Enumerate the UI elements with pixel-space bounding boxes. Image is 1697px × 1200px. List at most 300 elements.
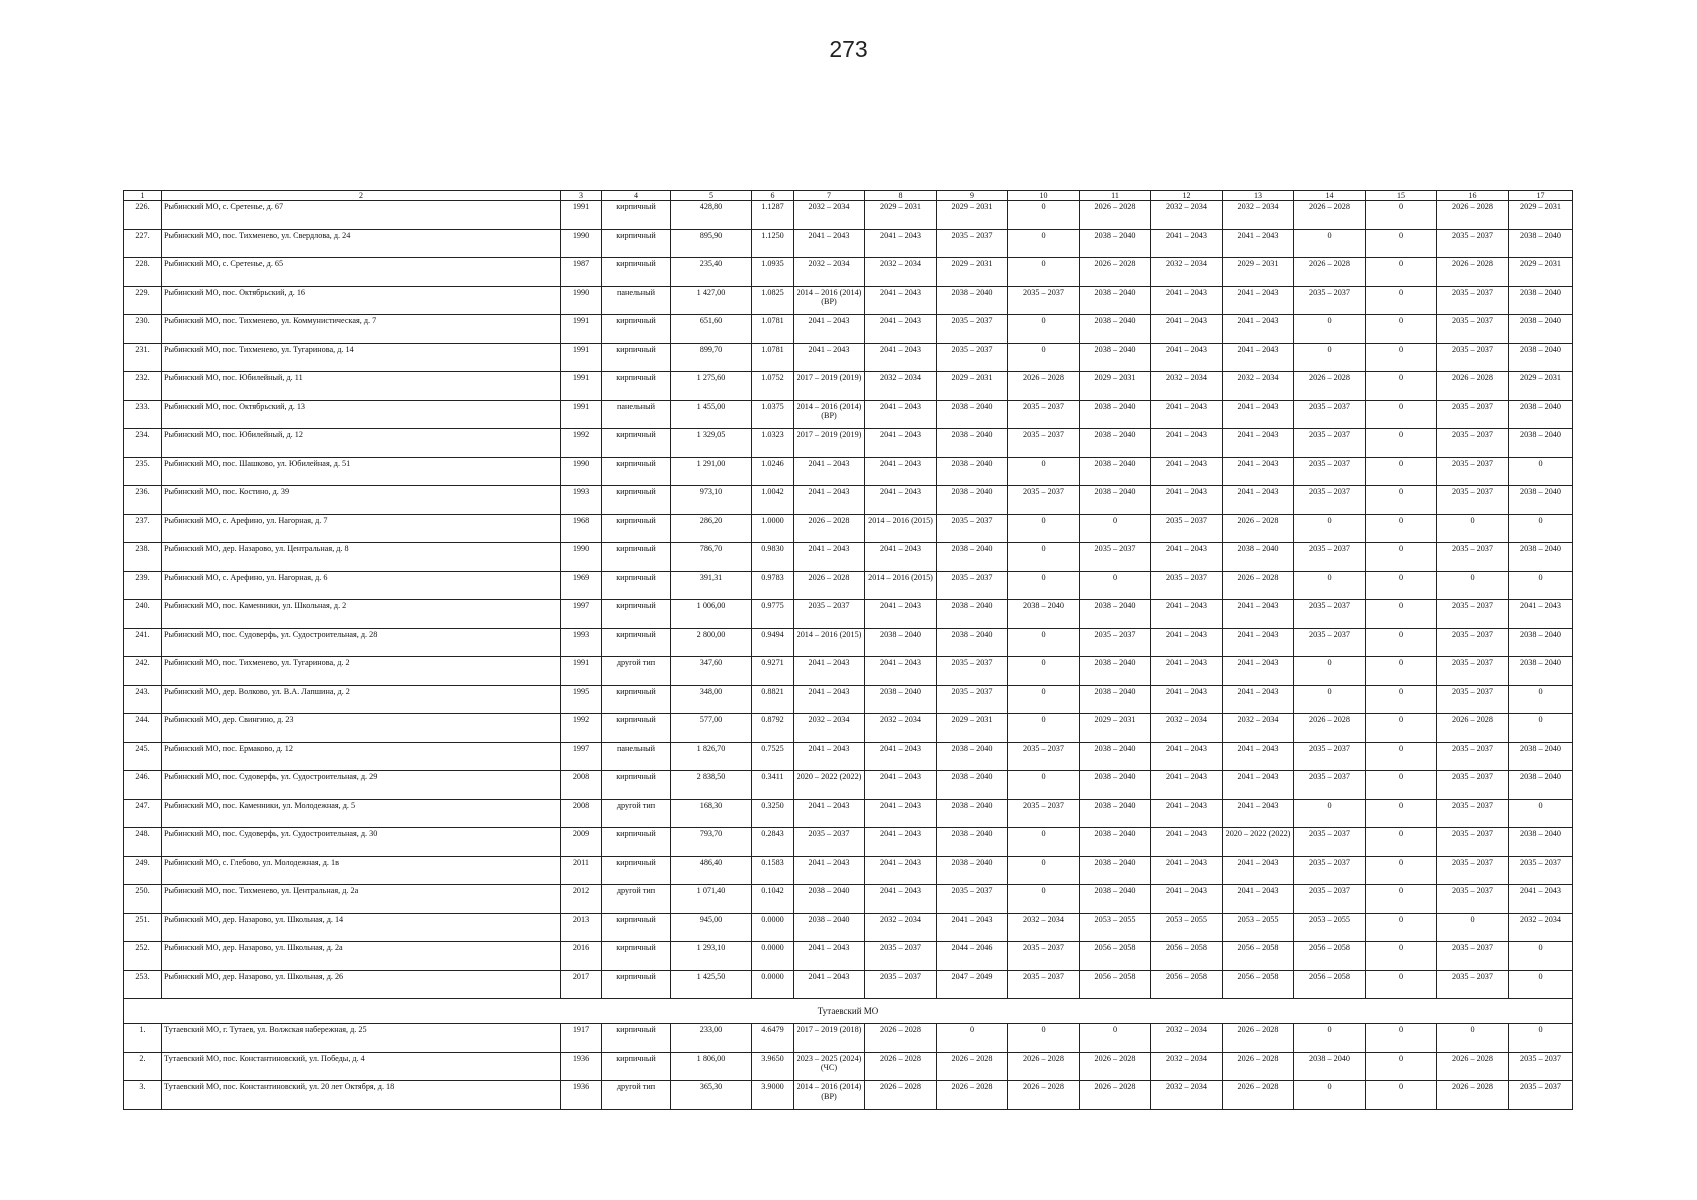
table-cell: 2035 – 2037	[1294, 400, 1366, 429]
table-cell: 0	[1366, 1024, 1437, 1053]
table-cell: 2041 – 2043	[1151, 799, 1223, 828]
address-cell: Рыбинский МО, дер. Назарово, ул. Школьная, д. 2а	[162, 942, 561, 971]
table-cell: 2038 – 2040	[937, 742, 1008, 771]
table-cell: 2041 – 2043	[1151, 856, 1223, 885]
address-cell: Рыбинский МО, пос. Тихменево, ул. Центральная, д. 2а	[162, 885, 561, 914]
table-cell: 0	[1294, 315, 1366, 344]
table-cell: 2041 – 2043	[865, 856, 937, 885]
table-cell: 1.0781	[752, 343, 794, 372]
table-cell: 2026 – 2028	[1223, 514, 1294, 543]
table-cell: 1 427,00	[671, 286, 752, 315]
row-number-cell: 241.	[124, 628, 162, 657]
table-row	[124, 1024, 1573, 1053]
table-cell: 2041 – 2043	[865, 315, 937, 344]
address-cell: Рыбинский МО, пос. Судоверфь, ул. Судостроительная, д. 30	[162, 828, 561, 857]
table-cell: 2026 – 2028	[1080, 1052, 1151, 1081]
table-cell: 0	[1366, 315, 1437, 344]
table-cell: 0	[1008, 343, 1080, 372]
table-cell: кирпичный	[602, 372, 671, 401]
table-cell: 2041 – 2043	[794, 970, 865, 999]
table-row	[124, 201, 1573, 230]
table-cell: 2041 – 2043	[1151, 685, 1223, 714]
table-cell: 2044 – 2046	[937, 942, 1008, 971]
table-cell: 2038 – 2040	[1080, 486, 1151, 515]
table-row	[124, 457, 1573, 486]
table-cell: 0	[1366, 343, 1437, 372]
table-cell: 1997	[561, 742, 602, 771]
table-cell: 391,31	[671, 571, 752, 600]
table-cell: 2035 – 2037	[1294, 286, 1366, 315]
table-cell: 1993	[561, 486, 602, 515]
table-cell: 0	[1008, 856, 1080, 885]
table-cell: 2056 – 2058	[1151, 970, 1223, 999]
table-cell: 2026 – 2028	[794, 571, 865, 600]
table-cell: 2041 – 2043	[794, 942, 865, 971]
table-cell: 2017 – 2019 (2018)	[794, 1024, 865, 1053]
column-number: 1	[124, 191, 162, 201]
table-cell: 2035 – 2037	[1509, 1052, 1573, 1081]
table-cell: 2041 – 2043	[865, 600, 937, 629]
table-cell: 1991	[561, 315, 602, 344]
table-cell: 2038 – 2040	[1080, 799, 1151, 828]
address-cell: Рыбинский МО, с. Глебово, ул. Молодежная, д. 1в	[162, 856, 561, 885]
table-cell: 0.9494	[752, 628, 794, 657]
table-cell: 0	[1008, 201, 1080, 230]
table-cell: 2041 – 2043	[1151, 885, 1223, 914]
table-cell: 2035 – 2037	[1080, 628, 1151, 657]
table-cell: 2032 – 2034	[794, 201, 865, 230]
table-cell: 2056 – 2058	[1223, 970, 1294, 999]
table-cell: 2035 – 2037	[937, 315, 1008, 344]
table-cell: 1991	[561, 372, 602, 401]
table-cell: 2035 – 2037	[1509, 856, 1573, 885]
table-cell: 2029 – 2031	[1509, 372, 1573, 401]
table-cell: 0	[1294, 343, 1366, 372]
table-cell: 2041 – 2043	[1151, 343, 1223, 372]
table-cell: 2041 – 2043	[1223, 657, 1294, 686]
table-cell: 2038 – 2040	[1509, 229, 1573, 258]
table-cell: панельный	[602, 742, 671, 771]
table-cell: кирпичный	[602, 685, 671, 714]
table-cell: 1 455,00	[671, 400, 752, 429]
table-cell: 0	[1366, 885, 1437, 914]
address-cell: Рыбинский МО, дер. Назарово, ул. Центральная, д. 8	[162, 543, 561, 572]
table-cell: 2035 – 2037	[1437, 600, 1509, 629]
table-cell: 651,60	[671, 315, 752, 344]
table-cell: 2026 – 2028	[1294, 372, 1366, 401]
table-cell: 365,30	[671, 1081, 752, 1110]
table-cell: 2041 – 2043	[865, 343, 937, 372]
row-number-cell: 230.	[124, 315, 162, 344]
table-cell: 0	[1366, 970, 1437, 999]
table-cell: 1993	[561, 628, 602, 657]
table-cell: кирпичный	[602, 343, 671, 372]
table-cell: 2020 – 2022 (2022)	[794, 771, 865, 800]
table-cell: кирпичный	[602, 856, 671, 885]
table-row	[124, 429, 1573, 458]
table-cell: 2053 – 2055	[1151, 913, 1223, 942]
table-cell: 3.9000	[752, 1081, 794, 1110]
table-cell: 2038 – 2040	[1509, 628, 1573, 657]
table-cell: 2026 – 2028	[1437, 714, 1509, 743]
table-cell: 2041 – 2043	[1223, 600, 1294, 629]
table-cell: кирпичный	[602, 486, 671, 515]
table-cell: 1987	[561, 258, 602, 287]
table-cell: 2041 – 2043	[865, 657, 937, 686]
table-cell: 0	[1008, 828, 1080, 857]
table-cell: 2041 – 2043	[1223, 315, 1294, 344]
table-cell: 0.9271	[752, 657, 794, 686]
table-cell: 2038 – 2040	[1509, 429, 1573, 458]
table-cell: 0	[1366, 685, 1437, 714]
address-cell: Рыбинский МО, пос. Шашково, ул. Юбилейная, д. 51	[162, 457, 561, 486]
row-number-cell: 242.	[124, 657, 162, 686]
table-cell: 1995	[561, 685, 602, 714]
table-cell: 0	[1008, 315, 1080, 344]
table-cell: 1936	[561, 1052, 602, 1081]
table-cell: 1 329,05	[671, 429, 752, 458]
column-number-row	[124, 191, 1573, 201]
table-cell: 2035 – 2037	[937, 343, 1008, 372]
table-cell: 1936	[561, 1081, 602, 1110]
table-cell: 486,40	[671, 856, 752, 885]
address-cell: Рыбинский МО, дер. Свингино, д. 23	[162, 714, 561, 743]
table-cell: 2041 – 2043	[937, 913, 1008, 942]
table-cell: 2026 – 2028	[1437, 1081, 1509, 1110]
table-cell: 168,30	[671, 799, 752, 828]
table-cell: 0.9783	[752, 571, 794, 600]
table-cell: 2026 – 2028	[1008, 1052, 1080, 1081]
table-cell: 0	[1366, 628, 1437, 657]
table-cell: 2032 – 2034	[865, 714, 937, 743]
table-cell: 2032 – 2034	[1151, 372, 1223, 401]
table-cell: 2038 – 2040	[1509, 286, 1573, 315]
table-cell: 0	[1509, 1024, 1573, 1053]
housing-register-table	[123, 190, 1573, 1110]
table-cell: 2035 – 2037	[1008, 942, 1080, 971]
table-cell: 1991	[561, 343, 602, 372]
table-cell: 2035 – 2037	[1437, 799, 1509, 828]
table-cell: 2035 – 2037	[1294, 771, 1366, 800]
table-row	[124, 913, 1573, 942]
table-cell: 2041 – 2043	[794, 315, 865, 344]
row-number-cell: 234.	[124, 429, 162, 458]
table-cell: кирпичный	[602, 229, 671, 258]
table-cell: 2026 – 2028	[865, 1052, 937, 1081]
table-cell: 2035 – 2037	[865, 970, 937, 999]
table-row	[124, 229, 1573, 258]
table-cell: 2041 – 2043	[1151, 315, 1223, 344]
table-cell: 0	[1509, 714, 1573, 743]
table-cell: кирпичный	[602, 315, 671, 344]
table-cell: 2038 – 2040	[1509, 742, 1573, 771]
table-cell: 2014 – 2016 (2015)	[794, 628, 865, 657]
table-row	[124, 372, 1573, 401]
table-cell: кирпичный	[602, 429, 671, 458]
table-cell: кирпичный	[602, 1024, 671, 1053]
table-row	[124, 286, 1573, 315]
table-cell: 2029 – 2031	[865, 201, 937, 230]
table-cell: 2029 – 2031	[1080, 714, 1151, 743]
row-number-cell: 247.	[124, 799, 162, 828]
table-cell: 2020 – 2022 (2022)	[1223, 828, 1294, 857]
table-row	[124, 628, 1573, 657]
table-cell: 2035 – 2037	[937, 657, 1008, 686]
table-cell: 2041 – 2043	[794, 343, 865, 372]
table-cell: 2029 – 2031	[1223, 258, 1294, 287]
table-cell: 2032 – 2034	[1151, 714, 1223, 743]
table-cell: 2056 – 2058	[1151, 942, 1223, 971]
table-cell: 2041 – 2043	[794, 457, 865, 486]
table-cell: кирпичный	[602, 201, 671, 230]
table-cell: 2032 – 2034	[1151, 1024, 1223, 1053]
table-cell: 0	[1366, 258, 1437, 287]
table-cell: 2009	[561, 828, 602, 857]
table-cell: 2041 – 2043	[865, 486, 937, 515]
address-cell: Рыбинский МО, пос. Каменники, ул. Молодежная, д. 5	[162, 799, 561, 828]
table-cell: 2041 – 2043	[794, 685, 865, 714]
table-row	[124, 742, 1573, 771]
row-number-cell: 250.	[124, 885, 162, 914]
row-number-cell: 1.	[124, 1024, 162, 1053]
table-cell: 2035 – 2037	[1437, 315, 1509, 344]
address-cell: Тутаевский МО, г. Тутаев, ул. Волжская набережная, д. 25	[162, 1024, 561, 1053]
table-cell: 2041 – 2043	[1223, 742, 1294, 771]
table-cell: 2035 – 2037	[937, 685, 1008, 714]
table-cell: 1 006,00	[671, 600, 752, 629]
table-cell: 2056 – 2058	[1080, 942, 1151, 971]
row-number-cell: 248.	[124, 828, 162, 857]
table-cell: 1991	[561, 657, 602, 686]
table-cell: 1997	[561, 600, 602, 629]
address-cell: Рыбинский МО, пос. Тихменево, ул. Коммунистическая, д. 7	[162, 315, 561, 344]
table-cell: 0.2843	[752, 828, 794, 857]
table-cell: 2047 – 2049	[937, 970, 1008, 999]
column-number: 15	[1366, 191, 1437, 201]
row-number-cell: 251.	[124, 913, 162, 942]
table-cell: 2041 – 2043	[1223, 771, 1294, 800]
table-cell: 0	[1437, 514, 1509, 543]
row-number-cell: 237.	[124, 514, 162, 543]
table-cell: 1.0825	[752, 286, 794, 315]
table-cell: 348,00	[671, 685, 752, 714]
table-cell: 0	[1294, 229, 1366, 258]
table-cell: 2041 – 2043	[794, 543, 865, 572]
table-row	[124, 970, 1573, 999]
table-cell: 1969	[561, 571, 602, 600]
table-cell: 2013	[561, 913, 602, 942]
table-cell: 0	[1509, 685, 1573, 714]
table-cell: 2032 – 2034	[1509, 913, 1573, 942]
table-cell: 2038 – 2040	[937, 628, 1008, 657]
column-number: 17	[1509, 191, 1573, 201]
table-row	[124, 486, 1573, 515]
table-cell: 1 425,50	[671, 970, 752, 999]
table-cell: 2041 – 2043	[1151, 543, 1223, 572]
table-cell: 0	[1509, 970, 1573, 999]
table-cell: 2035 – 2037	[1437, 429, 1509, 458]
table-cell: 2041 – 2043	[1223, 799, 1294, 828]
table-cell: 1 275,60	[671, 372, 752, 401]
table-cell: 2041 – 2043	[794, 486, 865, 515]
table-cell: 2041 – 2043	[1151, 486, 1223, 515]
table-cell: 2038 – 2040	[1080, 229, 1151, 258]
table-cell: 1 826,70	[671, 742, 752, 771]
table-cell: 2041 – 2043	[865, 771, 937, 800]
address-cell: Рыбинский МО, пос. Тихменево, ул. Тугаринова, д. 2	[162, 657, 561, 686]
table-cell: 2035 – 2037	[937, 229, 1008, 258]
table-cell: панельный	[602, 400, 671, 429]
address-cell: Рыбинский МО, дер. Волково, ул. В.А. Лапшина, д. 2	[162, 685, 561, 714]
table-cell: 2035 – 2037	[1008, 970, 1080, 999]
table-cell: 2026 – 2028	[1437, 1052, 1509, 1081]
table-cell: 0	[1008, 258, 1080, 287]
table-cell: кирпичный	[602, 913, 671, 942]
table-cell: 0	[1366, 1052, 1437, 1081]
table-cell: 2035 – 2037	[1437, 742, 1509, 771]
table-cell: 2056 – 2058	[1294, 970, 1366, 999]
table-cell: 0	[1008, 571, 1080, 600]
table-cell: 2032 – 2034	[1223, 201, 1294, 230]
table-row	[124, 885, 1573, 914]
table-cell: 428,80	[671, 201, 752, 230]
table-cell: 1990	[561, 457, 602, 486]
table-cell: 945,00	[671, 913, 752, 942]
table-cell: 2038 – 2040	[794, 885, 865, 914]
table-cell: другой тип	[602, 885, 671, 914]
table-cell: 2038 – 2040	[937, 828, 1008, 857]
table-cell: 2038 – 2040	[1080, 286, 1151, 315]
table-cell: 2038 – 2040	[1080, 343, 1151, 372]
table-cell: 2041 – 2043	[865, 457, 937, 486]
table-cell: 2012	[561, 885, 602, 914]
table-cell: 0.8792	[752, 714, 794, 743]
table-cell: 1992	[561, 714, 602, 743]
table-cell: 2041 – 2043	[865, 229, 937, 258]
table-cell: 2032 – 2034	[865, 372, 937, 401]
table-cell: 2038 – 2040	[1509, 400, 1573, 429]
table-cell: 2035 – 2037	[1294, 742, 1366, 771]
table-row	[124, 400, 1573, 429]
table-cell: панельный	[602, 286, 671, 315]
table-cell: 2014 – 2016 (2014) (ВР)	[794, 286, 865, 315]
table-cell: 2026 – 2028	[1437, 372, 1509, 401]
address-cell: Рыбинский МО, пос. Судоверфь, ул. Судостроительная, д. 29	[162, 771, 561, 800]
table-cell: 899,70	[671, 343, 752, 372]
table-cell: 786,70	[671, 543, 752, 572]
table-cell: 0	[1294, 657, 1366, 686]
table-cell: 973,10	[671, 486, 752, 515]
table-cell: 2 800,00	[671, 628, 752, 657]
table-cell: 2041 – 2043	[865, 828, 937, 857]
table-cell: 2041 – 2043	[1223, 685, 1294, 714]
table-cell: 2041 – 2043	[1151, 742, 1223, 771]
table-cell: 0	[1008, 657, 1080, 686]
table-cell: 2026 – 2028	[1080, 1081, 1151, 1110]
address-cell: Тутаевский МО, пос. Константиновский, ул. Победы, д. 4	[162, 1052, 561, 1081]
table-cell: 2041 – 2043	[865, 286, 937, 315]
table-cell: 2041 – 2043	[1151, 771, 1223, 800]
table-cell: 2038 – 2040	[937, 856, 1008, 885]
column-number: 5	[671, 191, 752, 201]
table-row	[124, 1052, 1573, 1081]
table-cell: 2038 – 2040	[794, 913, 865, 942]
column-number: 11	[1080, 191, 1151, 201]
table-cell: 2035 – 2037	[1437, 885, 1509, 914]
table-cell: 4.6479	[752, 1024, 794, 1053]
table-cell: 2017 – 2019 (2019)	[794, 429, 865, 458]
table-cell: 2038 – 2040	[937, 400, 1008, 429]
address-cell: Рыбинский МО, пос. Тихменево, ул. Свердлова, д. 24	[162, 229, 561, 258]
table-cell: 0	[1509, 571, 1573, 600]
table-cell: 0	[1366, 486, 1437, 515]
table-cell: 2038 – 2040	[937, 543, 1008, 572]
address-cell: Рыбинский МО, дер. Назарово, ул. Школьная, д. 26	[162, 970, 561, 999]
table-cell: 2035 – 2037	[1437, 343, 1509, 372]
column-number: 4	[602, 191, 671, 201]
table-cell: 2041 – 2043	[865, 742, 937, 771]
table-row	[124, 571, 1573, 600]
table-cell: 2032 – 2034	[1151, 1052, 1223, 1081]
table-cell: 2038 – 2040	[1509, 543, 1573, 572]
table-cell: 0.7525	[752, 742, 794, 771]
table-cell: кирпичный	[602, 1052, 671, 1081]
table-cell: 2038 – 2040	[1080, 315, 1151, 344]
table-cell: 2041 – 2043	[1223, 457, 1294, 486]
address-cell: Рыбинский МО, с. Арефино, ул. Нагорная, д. 7	[162, 514, 561, 543]
table-cell: 2035 – 2037	[1437, 400, 1509, 429]
table-cell: 2035 – 2037	[1437, 457, 1509, 486]
table-cell: 2038 – 2040	[1080, 457, 1151, 486]
table-cell: 2041 – 2043	[1223, 486, 1294, 515]
table-cell: 0	[1366, 543, 1437, 572]
row-number-cell: 235.	[124, 457, 162, 486]
table-cell: 0	[1294, 571, 1366, 600]
table-row	[124, 657, 1573, 686]
table-cell: 2038 – 2040	[1080, 685, 1151, 714]
table-cell: другой тип	[602, 799, 671, 828]
table-cell: 0	[1294, 1024, 1366, 1053]
table-cell: 2038 – 2040	[937, 429, 1008, 458]
table-cell: 0	[1509, 457, 1573, 486]
table-cell: 2038 – 2040	[937, 486, 1008, 515]
table-cell: 0	[1008, 1024, 1080, 1053]
column-number: 12	[1151, 191, 1223, 201]
table-cell: 2032 – 2034	[1008, 913, 1080, 942]
table-cell: 2016	[561, 942, 602, 971]
row-number-cell: 240.	[124, 600, 162, 629]
table-cell: 0	[1366, 742, 1437, 771]
table-cell: 2029 – 2031	[937, 258, 1008, 287]
address-cell: Рыбинский МО, пос. Тихменево, ул. Тугаринова, д. 14	[162, 343, 561, 372]
table-cell: 2032 – 2034	[794, 714, 865, 743]
table-cell: 2035 – 2037	[1008, 400, 1080, 429]
table-cell: кирпичный	[602, 714, 671, 743]
table-cell: 2041 – 2043	[1151, 600, 1223, 629]
column-number: 3	[561, 191, 602, 201]
table-cell: 0.9775	[752, 600, 794, 629]
table-cell: 2041 – 2043	[1223, 400, 1294, 429]
table-cell: 2038 – 2040	[1008, 600, 1080, 629]
table-cell: 1.0375	[752, 400, 794, 429]
table-cell: 0.0000	[752, 942, 794, 971]
row-number-cell: 244.	[124, 714, 162, 743]
table-cell: 2026 – 2028	[1008, 372, 1080, 401]
table-cell: 2035 – 2037	[794, 600, 865, 629]
section-title: Тутаевский МО	[124, 999, 1573, 1024]
table-cell: 3.9650	[752, 1052, 794, 1081]
table-cell: 2032 – 2034	[1151, 1081, 1223, 1110]
